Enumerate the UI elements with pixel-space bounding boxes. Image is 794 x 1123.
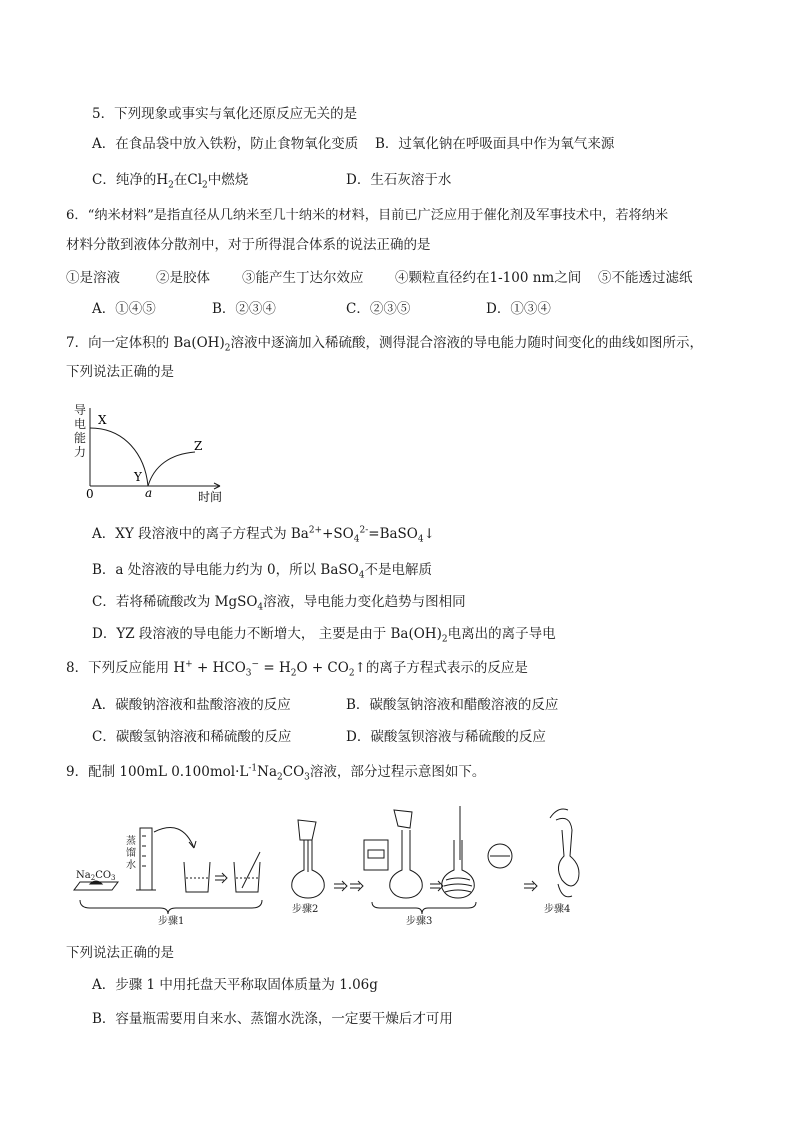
step1-bracket bbox=[80, 900, 262, 914]
step4-label: 步骤4 bbox=[544, 904, 571, 915]
pour-arrow bbox=[154, 828, 194, 848]
y-label-char: 导 bbox=[74, 403, 87, 417]
q7-option-d bbox=[92, 624, 556, 644]
conductivity-graph bbox=[70, 400, 240, 510]
q9-sup: -1 bbox=[248, 763, 258, 774]
q9-sub1: 2 bbox=[277, 772, 283, 783]
q8-option-a: A．碳酸钠溶液和盐酸溶液的反应 bbox=[92, 697, 291, 713]
q7-stem-sub: 2 bbox=[224, 343, 231, 354]
q7-a-sub: 4 bbox=[353, 534, 360, 545]
q7-option-b bbox=[92, 560, 432, 580]
q8-m3: O + CO bbox=[296, 660, 349, 676]
water-label-2: 馏 bbox=[126, 848, 136, 859]
q9-m: Na bbox=[257, 764, 278, 780]
q6-item-4: ④颗粒直径约在1-100 nm之间 bbox=[395, 270, 582, 286]
q7-a-sup: 2+ bbox=[308, 525, 323, 536]
q9-stem-pre: 9．配制 100mL 0.100mol·L bbox=[66, 764, 249, 780]
q9-option-b: B．容量瓶需要用自来水、蒸馏水洗涤，一定要干燥后才可用 bbox=[92, 1011, 453, 1027]
q8-sub3: 2 bbox=[348, 668, 355, 679]
point-a-label: a bbox=[145, 486, 153, 500]
volumetric-flask-3b bbox=[442, 840, 475, 898]
q8-m1: + HCO bbox=[192, 660, 246, 676]
solution-prep-figure bbox=[72, 800, 602, 930]
y-label-char: 力 bbox=[74, 445, 87, 459]
step2-label: 步骤2 bbox=[292, 904, 319, 915]
q5-stem: 5．下列现象或事实与氧化还原反应无关的是 bbox=[92, 106, 358, 122]
origin-label: 0 bbox=[86, 487, 94, 501]
volumetric-flask-3a bbox=[390, 830, 423, 898]
q9-option-a: A．步骤 1 中用托盘天平称取固体质量为 1.06g bbox=[92, 977, 378, 993]
q8-option-d: D．碳酸氢钡溶液与稀硫酸的反应 bbox=[346, 729, 546, 745]
q7-stem-pre: 7．向一定体积的 Ba(OH) bbox=[66, 335, 225, 351]
q7-a-sup2: 2- bbox=[359, 525, 369, 536]
q8-sub1: 3 bbox=[245, 668, 252, 679]
q7-a-post: =BaSO bbox=[368, 526, 418, 542]
q5-c-text: C．纯净的 bbox=[92, 172, 157, 188]
q5-option-b: B．过氧化钠在呼吸面具中作为氧气来源 bbox=[375, 136, 615, 152]
q6-stem-line1: 6．“纳米材料”是指直径从几纳米至几十纳米的材料，目前已广泛应用于催化剂及军事技术中，若将纳米 bbox=[66, 208, 669, 223]
step-arrow-3 bbox=[430, 881, 443, 891]
q8-option-c: C．碳酸氢钠溶液和稀硫酸的反应 bbox=[92, 729, 292, 745]
q6-item-3: ③能产生丁达尔效应 bbox=[242, 270, 364, 286]
graduated-cylinder bbox=[140, 828, 152, 890]
q7-d-sub: 2 bbox=[441, 634, 448, 645]
q8-option-b: B．碳酸氢钠溶液和醋酸溶液的反应 bbox=[346, 697, 559, 713]
q5-option-a: A．在食品袋中放入铁粉，防止食物氧化变质 bbox=[92, 136, 359, 152]
q8-sup: + bbox=[185, 659, 193, 670]
q7-d-post: 电离出的离子导电 bbox=[447, 626, 556, 642]
q5-c-post: 中燃烧 bbox=[207, 172, 249, 188]
curve-yz bbox=[148, 452, 195, 486]
q7-stem-line2: 下列说法正确的是 bbox=[66, 364, 174, 380]
point-y-label: Y bbox=[134, 470, 142, 484]
q7-option-a bbox=[92, 524, 435, 544]
q7-stem-line1 bbox=[66, 333, 703, 353]
reagent-label: $Na_2CO_3$ bbox=[76, 870, 116, 882]
q5-c-cl: Cl bbox=[187, 172, 203, 188]
step1-label: 步骤1 bbox=[158, 916, 185, 927]
glass-rod bbox=[242, 852, 260, 888]
q7-a-pre: A．XY 段溶液中的离子方程式为 Ba bbox=[92, 526, 309, 542]
q6-option-d: D．①③④ bbox=[486, 301, 551, 317]
q9-m2: CO bbox=[282, 764, 305, 780]
q7-c-pre: C．若将稀硫酸改为 MgSO bbox=[92, 594, 258, 610]
q7-c-sub: 4 bbox=[257, 602, 264, 613]
q6-option-a: A．①④⑤ bbox=[92, 301, 156, 317]
transfer-beaker bbox=[298, 820, 316, 840]
q6-stem-line2: 材料分散到液体分散剂中，对于所得混合体系的说法正确的是 bbox=[66, 237, 431, 253]
water-label-1: 蒸 bbox=[126, 836, 136, 847]
beaker bbox=[184, 862, 210, 892]
q8-stem bbox=[66, 658, 528, 678]
x-axis-label: 时间 bbox=[198, 490, 223, 504]
q5-option-d: D．生石灰溶于水 bbox=[346, 172, 452, 188]
q7-a-sub2: 4 bbox=[417, 534, 424, 545]
step-arrow bbox=[215, 873, 227, 883]
q7-stem-post: 溶液中逐滴加入稀硫酸，测得混合溶液的导电能力随时间变化的曲线如图所示， bbox=[230, 335, 703, 351]
hand bbox=[550, 809, 572, 897]
q9-lead: 下列说法正确的是 bbox=[66, 945, 174, 961]
q7-b-sub: 4 bbox=[358, 570, 365, 581]
point-z-label: Z bbox=[194, 439, 203, 453]
q9-sub2: 3 bbox=[304, 772, 310, 783]
q7-a-arrow: ↓ bbox=[423, 526, 435, 542]
q8-stem-pre: 8．下列反应能用 H bbox=[66, 660, 186, 676]
q5-option-c bbox=[92, 170, 248, 190]
step-arrow-2 bbox=[334, 881, 347, 891]
step3-label: 步骤3 bbox=[406, 916, 433, 927]
inverted-flask bbox=[556, 818, 579, 886]
q5-c-h: H bbox=[156, 172, 169, 188]
q7-a-mid: +SO bbox=[322, 526, 354, 542]
q6-option-b: B．②③④ bbox=[212, 301, 276, 317]
q9-stem bbox=[66, 762, 485, 782]
q8-m4: ↑ bbox=[354, 660, 366, 676]
graph-y-label bbox=[74, 403, 86, 459]
q7-c-post: 溶液，导电能力变化趋势与图相同 bbox=[263, 594, 466, 610]
q6-item-1: ①是溶液 bbox=[66, 270, 120, 286]
point-x-label: X bbox=[98, 413, 107, 427]
q6-option-c: C．②③⑤ bbox=[346, 301, 411, 317]
q5-c-mid: 在 bbox=[173, 172, 188, 188]
y-label-char: 能 bbox=[74, 431, 87, 445]
q8-post: 的离子方程式表示的反应是 bbox=[365, 660, 528, 676]
q8-sub2: 2 bbox=[290, 668, 297, 679]
q7-d-pre: D．YZ 段溶液的导电能力不断增大， 主要是由于 Ba(OH) bbox=[92, 626, 442, 642]
q7-b-pre: B．a 处溶液的导电能力约为 0，所以 BaSO bbox=[92, 562, 359, 578]
step-arrow-4 bbox=[524, 881, 537, 891]
q7-b-post: 不是电解质 bbox=[364, 562, 432, 578]
q5-c-sub: 2 bbox=[168, 180, 174, 191]
q5-c-sub2: 2 bbox=[202, 180, 208, 191]
q9-post: 溶液，部分过程示意图如下。 bbox=[309, 764, 486, 780]
q6-item-2: ②是胶体 bbox=[156, 270, 210, 286]
water-label-3: 水 bbox=[126, 860, 136, 871]
y-label-char: 电 bbox=[74, 417, 87, 431]
q8-m2: = H bbox=[259, 660, 291, 676]
q6-item-5: ⑤不能透过滤纸 bbox=[598, 270, 693, 286]
q7-option-c bbox=[92, 592, 466, 612]
q8-sup2: − bbox=[251, 659, 260, 670]
step3-bracket bbox=[372, 902, 476, 914]
